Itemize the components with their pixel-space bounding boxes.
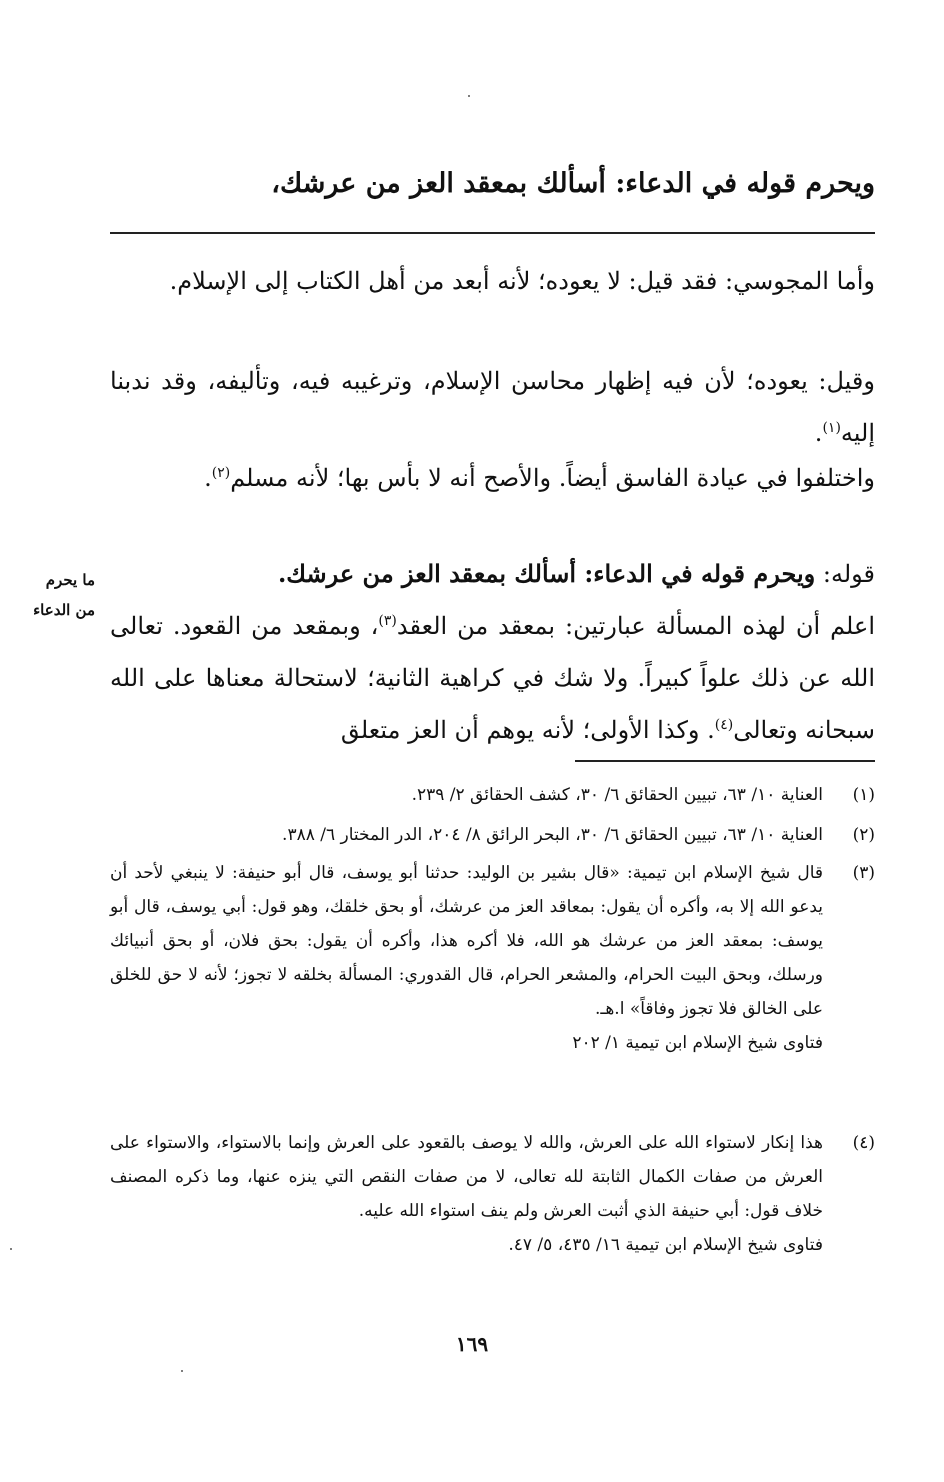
paragraph-3 xyxy=(110,452,875,504)
footnote-number: (١) xyxy=(852,785,875,805)
paragraph-4-bold: ويحرم قوله في الدعاء: أسألك بمعقد العز من عرشك. xyxy=(277,559,816,588)
paragraph-5 xyxy=(110,600,875,756)
page-number: ١٦٩ xyxy=(455,1332,489,1356)
footnote-ref-3[interactable]: (٣) xyxy=(378,613,397,629)
header-divider xyxy=(110,232,875,234)
footnote-source: فتاوى شيخ الإسلام ابن تيمية ١/ ٢٠٢ xyxy=(572,1033,823,1053)
margin-note xyxy=(10,565,95,625)
footnote-number: (٢) xyxy=(852,825,875,845)
footnote-number: (٤) xyxy=(852,1133,875,1153)
paragraph-4-lead: قوله: xyxy=(822,560,875,588)
running-header: ويحرم قوله في الدعاء: أسألك بمعقد العز من عرشك، xyxy=(271,168,875,199)
footnote-ref-4[interactable]: (٤) xyxy=(714,717,734,733)
paragraph-3-text: واختلفوا في عيادة الفاسق أيضاً. والأصح أنه لا بأس بها؛ لأنه مسلم xyxy=(230,464,875,492)
footnote-text: العناية ١٠/ ٦٣، تبيين الحقائق ٦/ ٣٠، البحر الرائق ٨/ ٢٠٤، الدر المختار ٦/ ٣٨٨. xyxy=(282,825,823,845)
paragraph-2-text: وقيل: يعوده؛ لأن فيه إظهار محاسن الإسلام، وترغيبه فيه، وتأليفه، وقد ندبنا إليه xyxy=(110,367,875,447)
footnote-text: هذا إنكار لاستواء الله على العرش، والله لا يوصف بالقعود على العرش وإنما بالاستواء، والاستواء على العرش من صفات الكمال الثابتة لله تعالى، لا من صفات النقص التي ينزه عنها، وما ذكره المصنف خلاف قول: أبي حنيفة الذي أثبت العرش ولم ينف استواء الله عليه. xyxy=(110,1133,823,1221)
margin-note-line-1: ما يحرم xyxy=(45,571,95,589)
footnote-2 xyxy=(110,818,875,852)
margin-note-line-2: من الدعاء xyxy=(33,601,95,619)
footnote-text: قال شيخ الإسلام ابن تيمية: «قال بشير بن الوليد: حدثنا أبو يوسف، قال أبو حنيفة: لا ينبغي لأحد أن يدعو الله إلا به، وأكره أن يقول: بمعاقد العز من عرشك، أو بحق خلقك، وهو قول: أبي يوسف، قال أبو يوسف: بمعقد العز من عرشك هو الله، فلا أكره هذا، وأكره أن يقول: بحق فلان، أو بحق أنبيائك ورسلك، وبحق البيت الحرام، والمشعر الحرام، قال القدوري: المسألة بخلقه لا تجوز؛ لأنه لا حق للخلق على الخالق فلا تجوز وفاقاً» ا.هـ. xyxy=(110,863,823,1019)
footnote-1 xyxy=(110,778,875,812)
scan-speck xyxy=(468,95,470,97)
paragraph-5-part-a: اعلم أن لهذه المسألة عبارتين: بمعقد من العقد xyxy=(396,612,875,640)
scan-speck xyxy=(10,1248,12,1250)
footnote-3 xyxy=(110,856,875,1060)
footnote-ref-1[interactable]: (١) xyxy=(822,420,841,436)
paragraph-5-part-c: . وكذا الأولى؛ لأنه يوهم أن العز متعلق xyxy=(340,716,715,744)
paragraph-1: وأما المجوسي: فقد قيل: لا يعوده؛ لأنه أبعد من أهل الكتاب إلى الإسلام. xyxy=(169,267,875,295)
paragraph-3-end: . xyxy=(204,464,212,492)
paragraph-5-part-b: ، وبمقعد من القعود. تعالى الله عن ذلك علواً كبيراً. ولا شك في كراهية الثانية؛ لاستحالة معناها على الله سبحانه وتعالى xyxy=(110,612,875,744)
footnote-source: فتاوى شيخ الإسلام ابن تيمية ١٦/ ٤٣٥، ٥/ ٤٧. xyxy=(508,1235,823,1255)
paragraph-2-end: . xyxy=(814,419,823,447)
paragraph-4-heading xyxy=(110,548,875,600)
footnote-text: العناية ١٠/ ٦٣، تبيين الحقائق ٦/ ٣٠، كشف الحقائق ٢/ ٢٣٩. xyxy=(411,785,823,805)
footnote-ref-2[interactable]: (٢) xyxy=(211,465,231,481)
paragraph-2 xyxy=(110,355,875,459)
footnote-divider xyxy=(575,760,875,762)
footnote-4 xyxy=(110,1126,875,1262)
footnote-number: (٣) xyxy=(852,863,875,883)
scan-speck xyxy=(181,1370,183,1372)
